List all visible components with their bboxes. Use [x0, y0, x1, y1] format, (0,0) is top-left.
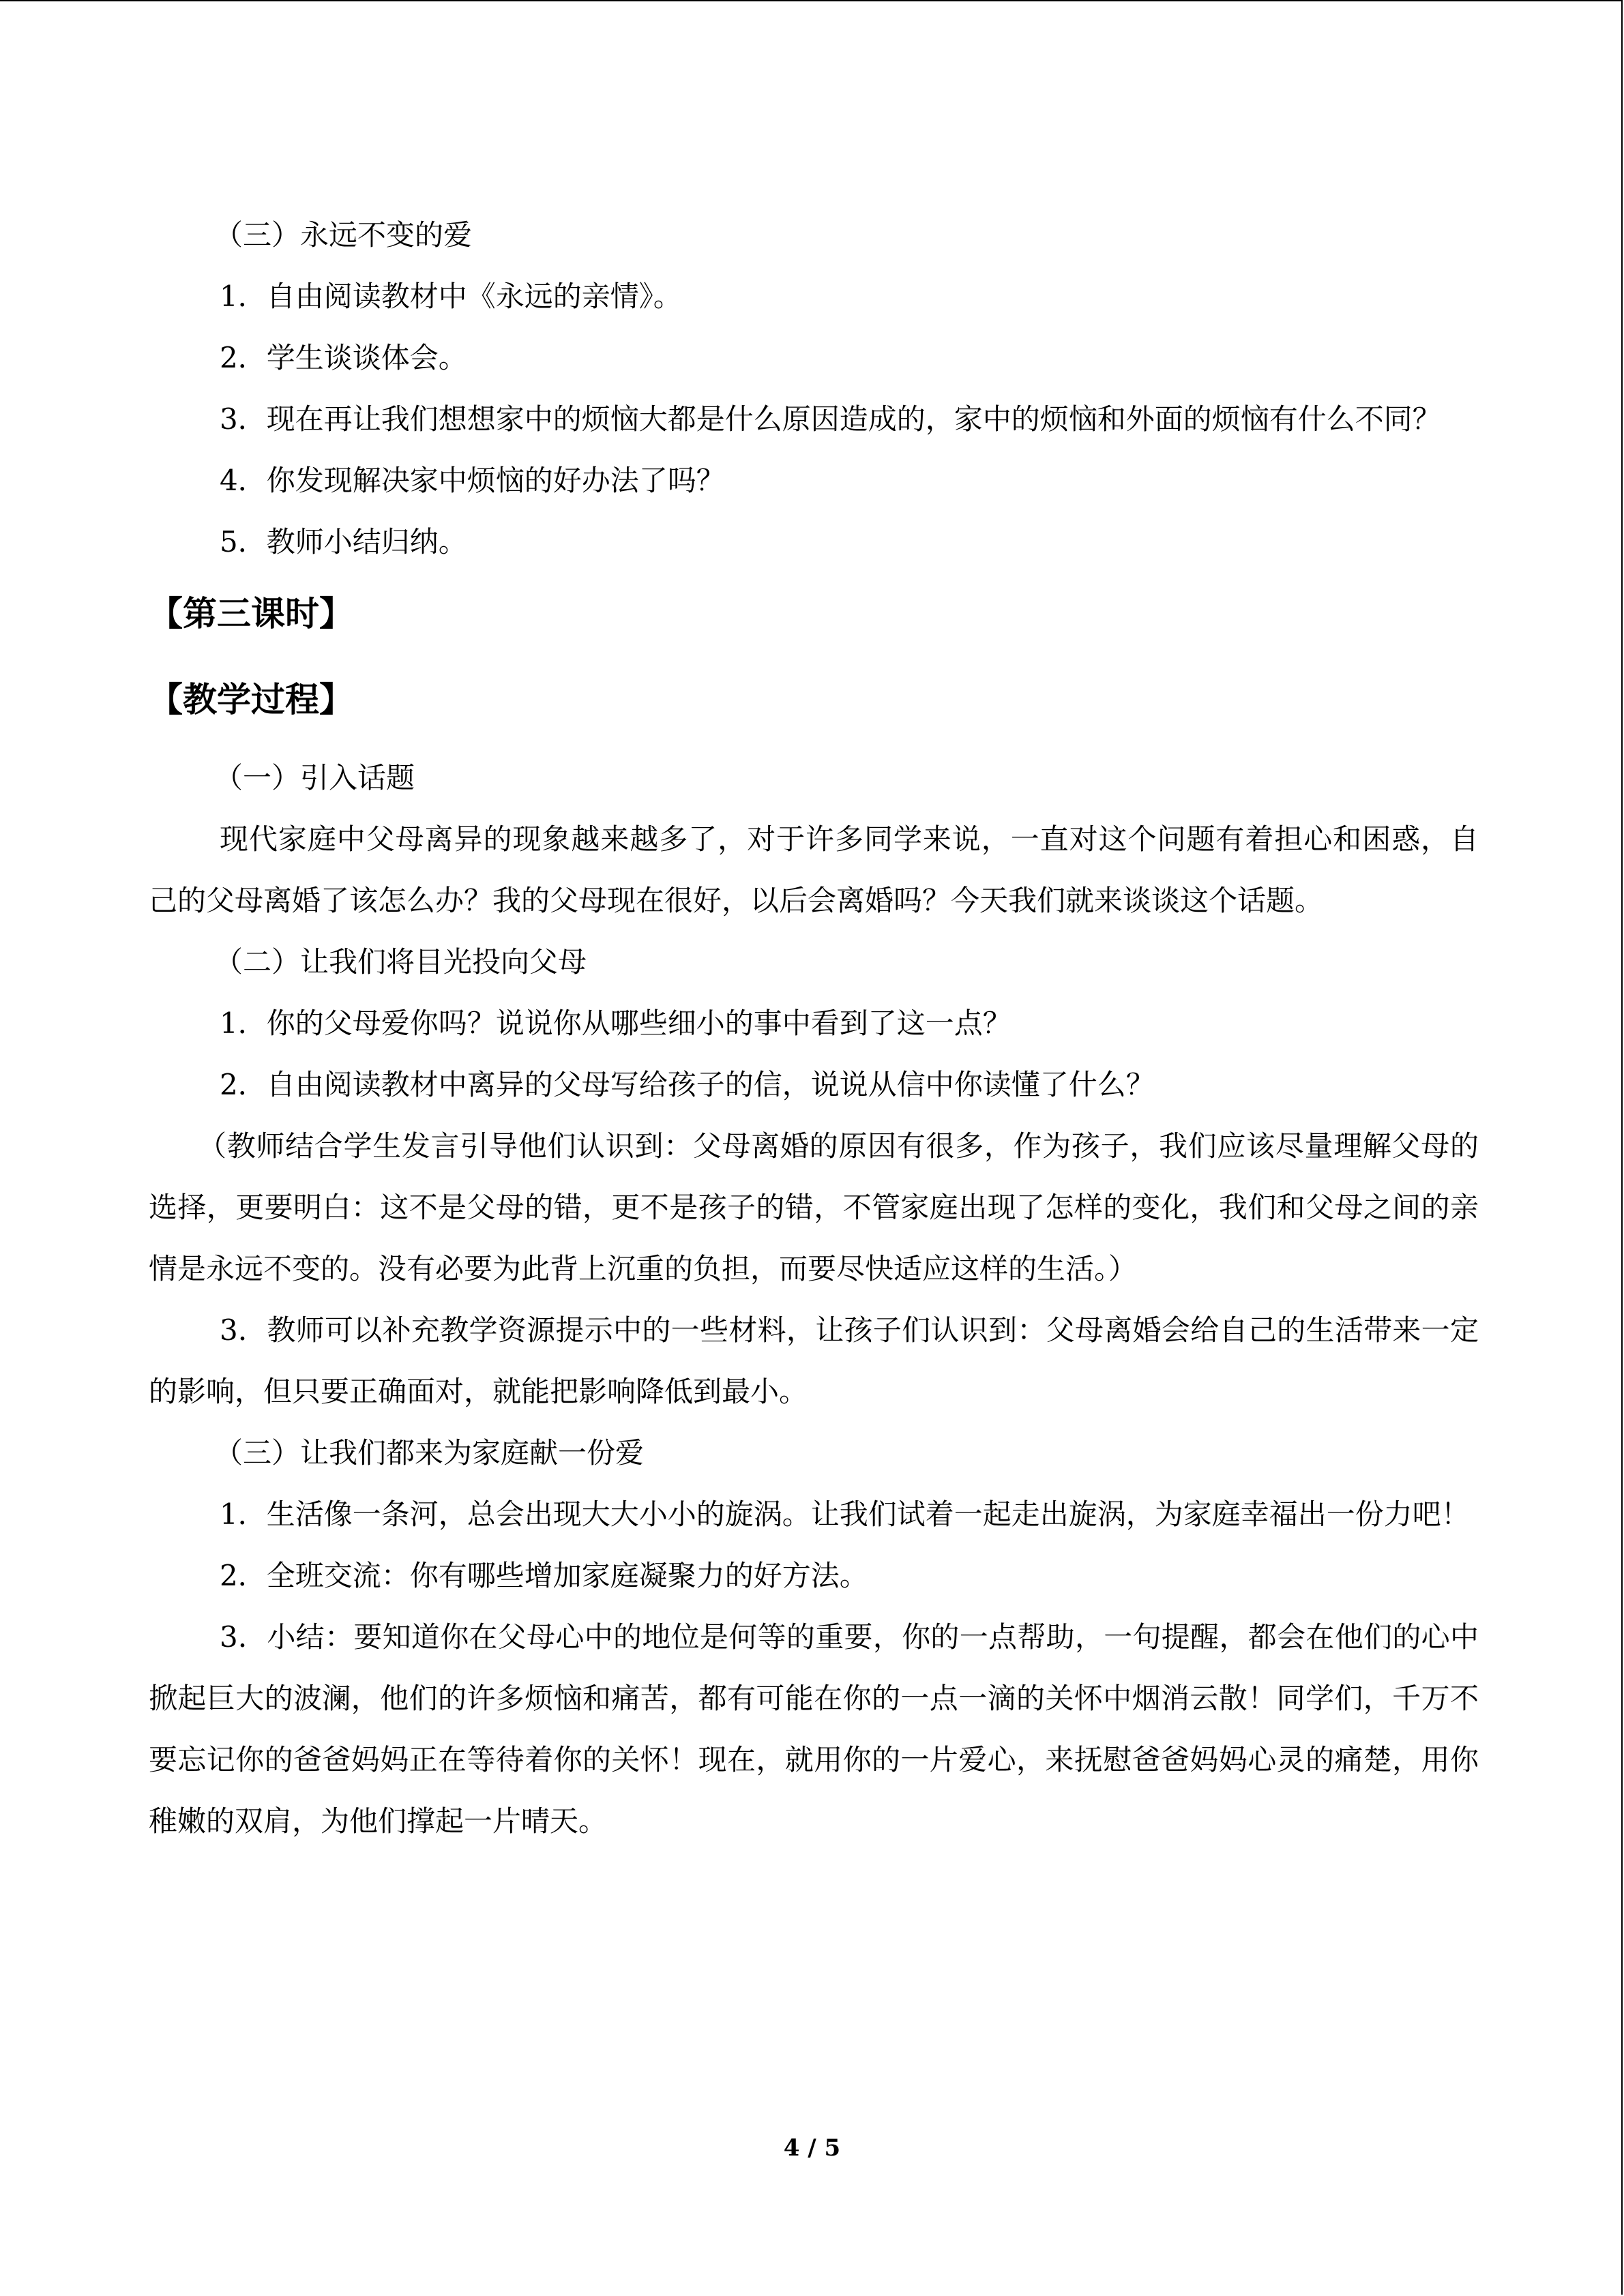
- list-item: 2．全班交流：你有哪些增加家庭凝聚力的好方法。: [220, 1559, 868, 1592]
- list-item: 3．小结：要知道你在父母心中的地位是何等的重要，你的一点帮助，一句提醒，都会在他们的心中掀起巨大的波澜，他们的许多烦恼和痛苦，都有可能在你的一点一滴的关怀中烟消云散！同学们，千万不要忘记你的爸爸妈妈正在等待着你的关怀！现在，就用你的一片爱心，来抚慰爸爸妈妈心灵的痛楚，用你稚嫩的双肩，为他们撑起一片晴天。: [149, 1620, 1479, 1838]
- part-title-focus-on-parents: （二）让我们将目光投向父母: [214, 945, 587, 979]
- section-title-eternal-love: （三）永远不变的爱: [214, 218, 473, 252]
- document-body: [149, 205, 1479, 1852]
- paragraph: 现代家庭中父母离异的现象越来越多了，对于许多同学来说，一直对这个问题有着担心和困惑，自己的父母离婚了该怎么办？我的父母现在很好，以后会离婚吗？今天我们就来谈谈这个话题。: [149, 822, 1479, 917]
- part-title-love-for-family: （三）让我们都来为家庭献一份爱: [214, 1436, 645, 1470]
- list-item: 1．你的父母爱你吗？说说你从哪些细小的事中看到了这一点？: [220, 1007, 1012, 1040]
- list-item: 2．学生谈谈体会。: [220, 341, 467, 374]
- page-number: 4 / 5: [783, 2134, 841, 2162]
- list-item: 3．现在再让我们想想家中的烦恼大都是什么原因造成的，家中的烦恼和外面的烦恼有什么不同？: [220, 402, 1441, 436]
- heading-teaching-process: 【教学过程】: [149, 680, 353, 719]
- teacher-note: （教师结合学生发言引导他们认识到：父母离婚的原因有很多，作为孩子，我们应该尽量理解父母的选择，更要明白：这不是父母的错，更不是孩子的错，不管家庭出现了怎样的变化，我们和父母之间的亲情是永远不变的。没有必要为此背上沉重的负担，而要尽快适应这样的生活。）: [149, 1129, 1479, 1285]
- list-item: 3．教师可以补充教学资源提示中的一些材料，让孩子们认识到：父母离婚会给自己的生活带来一定的影响，但只要正确面对，就能把影响降低到最小。: [149, 1313, 1479, 1408]
- list-item: 5．教师小结归纳。: [220, 525, 467, 558]
- list-item: 2．自由阅读教材中离异的父母写给孩子的信，说说从信中你读懂了什么？: [220, 1068, 1155, 1101]
- list-item: 4．你发现解决家中烦恼的好办法了吗？: [220, 464, 725, 497]
- part-title-introduce-topic: （一）引入话题: [214, 761, 415, 794]
- list-item: 1．自由阅读教材中《永远的亲情》。: [220, 280, 682, 313]
- list-item: 1．生活像一条河，总会出现大大小小的旋涡。让我们试着一起走出旋涡，为家庭幸福出一份力吧！: [220, 1497, 1470, 1531]
- heading-third-lesson: 【第三课时】: [149, 594, 353, 633]
